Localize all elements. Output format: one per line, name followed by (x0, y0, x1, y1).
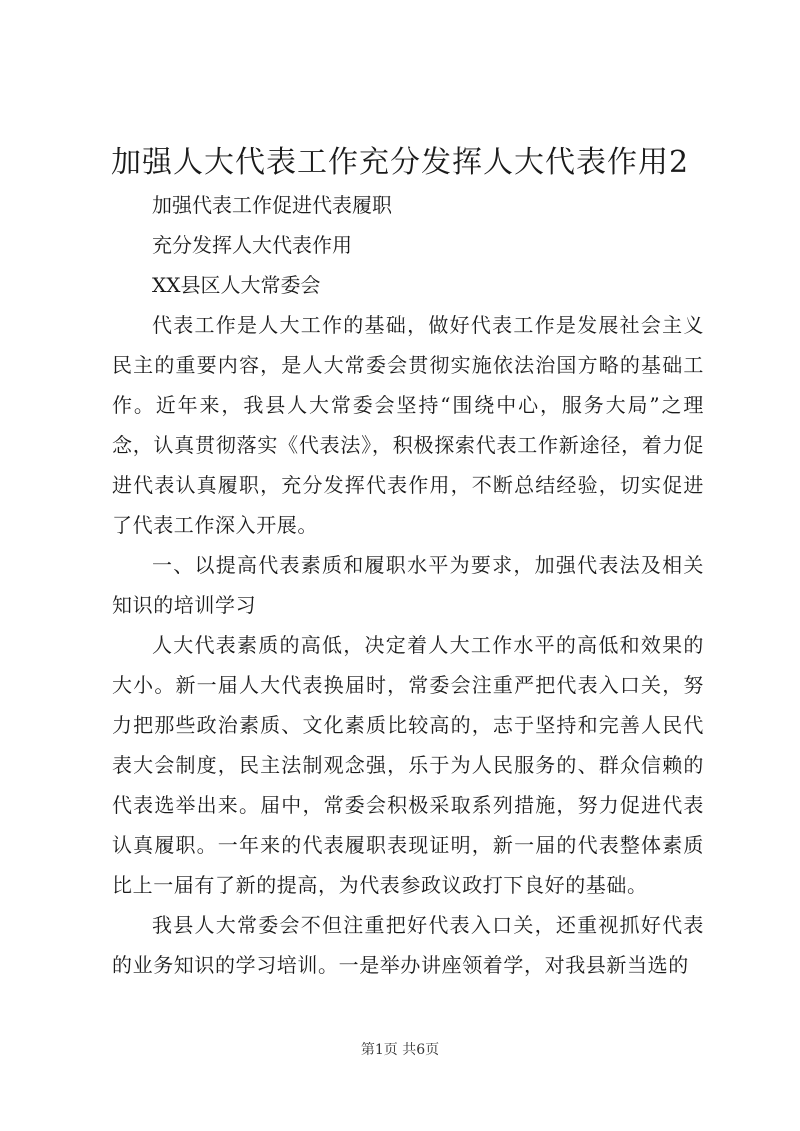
section-heading: 一、以提高代表素质和履职水平为要求，加强代表法及相关知识的培训学习 (112, 553, 704, 617)
author-unit: XX县区人大常委会 (152, 273, 321, 297)
body-paragraph: 人大代表素质的高低，决定着人大工作水平的高低和效果的大小。新一届人大代表换届时，常委会注重严把代表入口关，努力把那些政治素质、文化素质比较高的，志于坚持和完善人民代表大会制度，民主法制观念强，乐于为人民服务的、群众信赖的代表选举出来。届中，常委会积极采取系列措施，努力促进代表认真履职。一年来的代表履职表现证明，新一届的代表整体素质比上一届有了新的提高，为代表参政议政打下良好的基础。 (112, 633, 704, 897)
body-paragraph: 我县人大常委会不但注重把好代表入口关，还重视抓好代表的业务知识的学习培训。一是举办讲座领着学，对我县新当选的 (112, 913, 704, 977)
document-title: 加强人大代表工作充分发挥人大代表作用2 (110, 145, 690, 180)
document-body (112, 185, 704, 985)
body-paragraph: 代表工作是人大工作的基础，做好代表工作是发展社会主义民主的重要内容，是人大常委会贯彻实施依法治国方略的基础工作。近年来，我县人大常委会坚持“围绕中心，服务大局”之理念，认真贯彻落实《代表法》，积极探索代表工作新途径，着力促进代表认真履职，充分发挥代表作用，不断总结经验，切实促进了代表工作深入开展。 (112, 313, 704, 537)
page-number-footer: 第1页 共6页 (360, 1042, 440, 1058)
subheading: 加强代表工作促进代表履职 (152, 193, 392, 217)
subheading: 充分发挥人大代表作用 (152, 233, 352, 257)
